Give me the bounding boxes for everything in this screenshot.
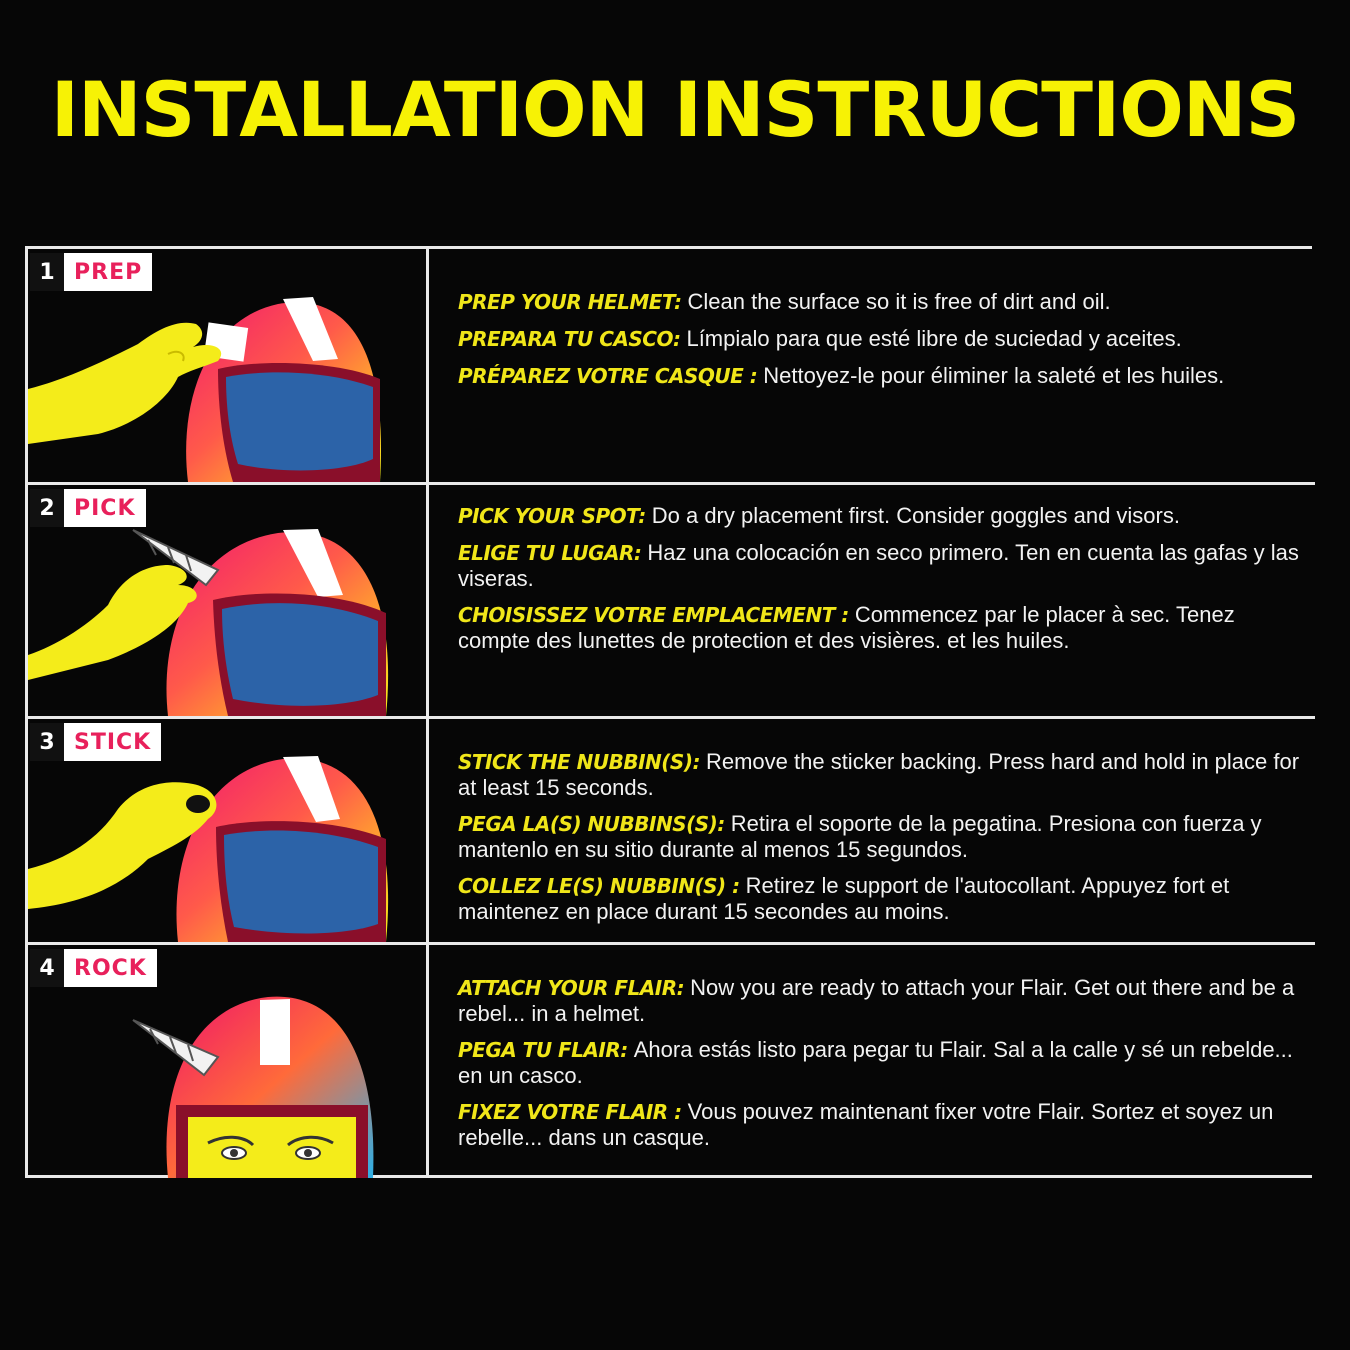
instruction-fr: COLLEZ LE(S) NUBBIN(S) : Retirez le support de l'autocollant. Appuyez fort et maintenez en place durant 15 secondes au moins. [458,873,1230,924]
instruction-es: PREPARA TU CASCO: Límpialo para que esté libre de suciedad y aceites. [458,326,1182,351]
instruction-en: STICK THE NUBBIN(S): Remove the sticker backing. Press hard and hold in place for at least 15 seconds. [458,749,1300,800]
instruction-fr: CHOISISSEZ VOTRE EMPLACEMENT : Commencez par le placer à sec. Tenez compte des lunettes de protection et des visières. et les huiles. [458,602,1235,653]
step-number: 2 [30,489,64,527]
step-tag [30,723,161,761]
step-label: PICK [74,495,136,521]
step-text [458,749,1308,935]
instruction-es: ELIGE TU LUGAR: Haz una colocación en seco primero. Ten en cuenta las gafas y las viseras. [458,540,1299,591]
step-label: PREP [74,259,143,285]
instructions-panel [25,246,1312,1178]
step-label: ROCK [74,955,147,981]
step-stick [28,719,1315,942]
step-tag [30,949,157,987]
step-tag [30,253,152,291]
step-number: 3 [30,723,64,761]
page-title: INSTALLATION INSTRUCTIONS [50,65,1300,154]
step-text [458,289,1308,400]
instruction-en: ATTACH YOUR FLAIR: Now you are ready to attach your Flair. Get out there and be a rebel... in a helmet. [458,975,1295,1026]
instruction-fr: FIXEZ VOTRE FLAIR : Vous pouvez maintenant fixer votre Flair. Sortez et soyez un rebelle... dans un casque. [458,1099,1274,1150]
step-rock [28,945,1315,1178]
instruction-es: PEGA TU FLAIR: Ahora estás listo para pegar tu Flair. Sal a la calle y sé un rebelde... en un casco. [458,1037,1293,1088]
instruction-en: PICK YOUR SPOT: Do a dry placement first. Consider goggles and visors. [458,503,1180,528]
step-tag [30,489,146,527]
step-number: 4 [30,949,64,987]
step-label: STICK [74,729,152,755]
step-pick [28,485,1315,716]
step-prep [28,249,1315,482]
instruction-en: PREP YOUR HELMET: Clean the surface so it is free of dirt and oil. [458,289,1111,314]
instruction-es: PEGA LA(S) NUBBINS(S): Retira el soporte de la pegatina. Presiona con fuerza y mantenlo en su sitio durante al menos 15 segundos. [458,811,1262,862]
step-text [458,975,1308,1161]
step-number: 1 [30,253,64,291]
instruction-fr: PRÉPAREZ VOTRE CASQUE : Nettoyez-le pour éliminer la saleté et les huiles. [458,363,1225,388]
step-text [458,503,1308,664]
